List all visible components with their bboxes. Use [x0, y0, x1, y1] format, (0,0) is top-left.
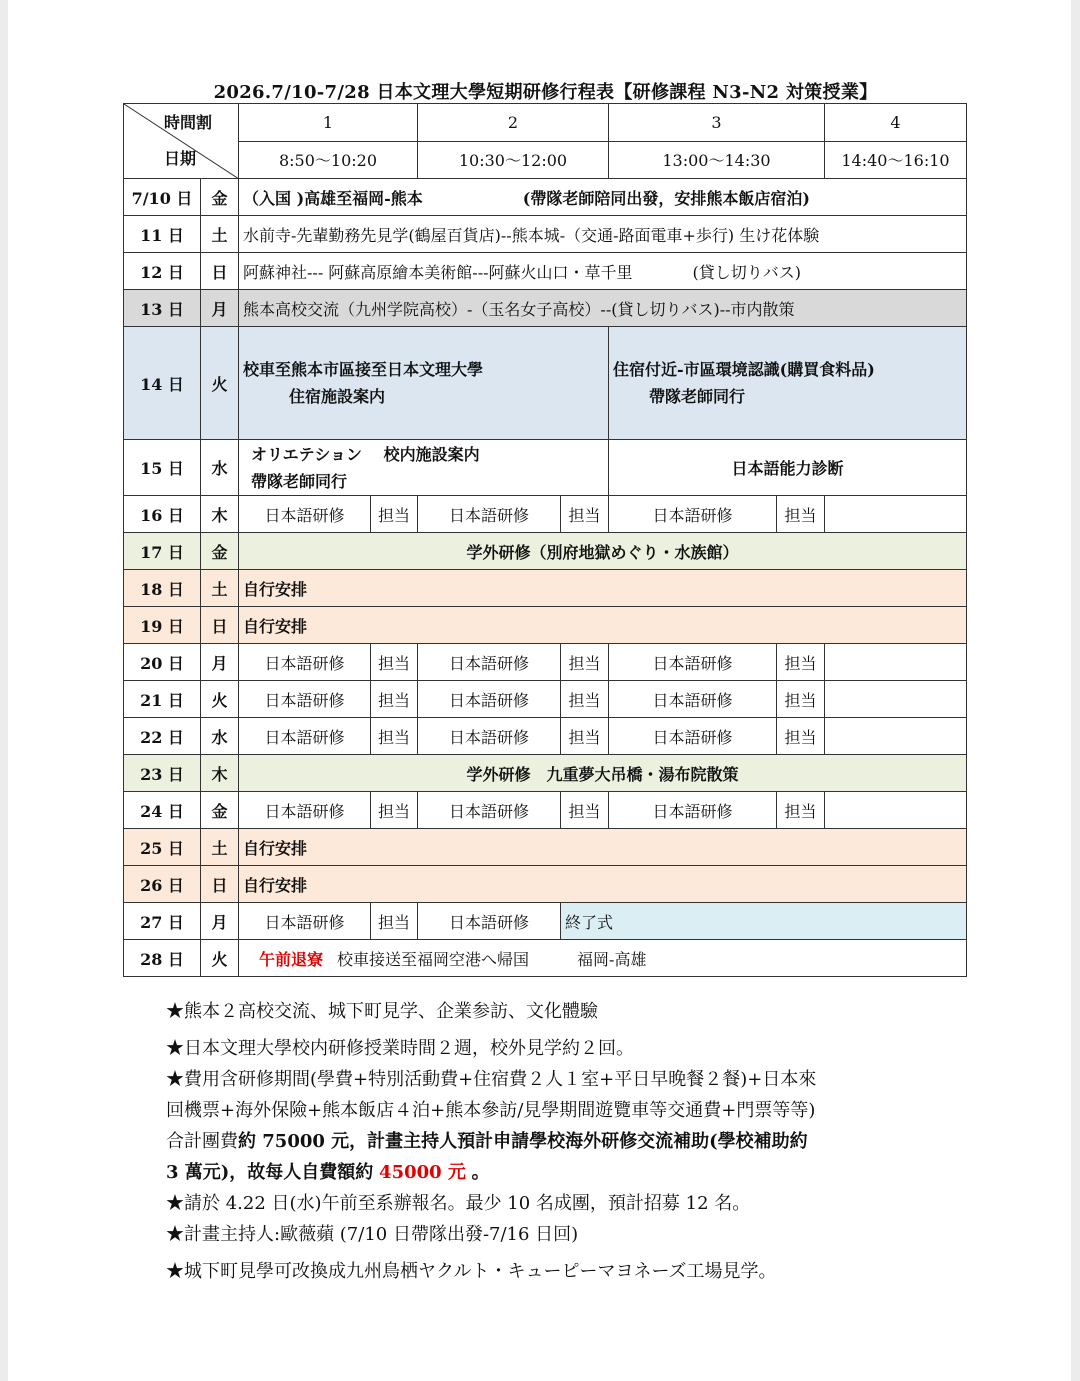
- lesson-cell: 日本語研修: [418, 681, 561, 718]
- activity-cell: 水前寺-先輩勤務先見学(鶴屋百貨店)--熊本城-（交通-路面電車+歩行) 生け花体験: [239, 216, 967, 253]
- table-row: [124, 216, 967, 253]
- period-time: 10:30〜12:00: [418, 141, 609, 179]
- date-cell: 23 日: [124, 755, 201, 792]
- time-label: 時間割: [164, 113, 213, 132]
- date-cell: 26 日: [124, 866, 201, 903]
- note-line: ★計畫主持人:歐薇蘋 (7/10 日帶隊出發-7/16 日回): [166, 1224, 579, 1245]
- table-row: [124, 718, 967, 755]
- page-margin-right: [1071, 0, 1080, 1381]
- day-cell: 月: [201, 290, 239, 327]
- table-row: [124, 533, 967, 570]
- date-cell: 11 日: [124, 216, 201, 253]
- activity-text: 住宿施設案内: [289, 387, 386, 406]
- note-bold: 。: [471, 1162, 490, 1183]
- lesson-cell: 日本語研修: [239, 792, 371, 829]
- activity-cell: [239, 253, 967, 290]
- teacher-cell: 担当: [561, 681, 609, 718]
- date-cell: 20 日: [124, 644, 201, 681]
- teacher-cell: 担当: [561, 496, 609, 533]
- table-row: [124, 253, 967, 290]
- period-time: 14:40〜16:10: [825, 141, 967, 179]
- activity-note: (貸し切りバス): [692, 262, 802, 282]
- page-title: 2026.7/10-7/28 日本文理大學短期研修行程表【研修課程 N3-N2 対策授業】: [213, 82, 878, 103]
- period-number: 4: [825, 104, 967, 142]
- table-row: [124, 327, 967, 440]
- date-cell: 28 日: [124, 940, 201, 977]
- lesson-cell: 日本語研修: [239, 496, 371, 533]
- day-cell: 木: [201, 496, 239, 533]
- activity-cell-right: [609, 327, 967, 440]
- lesson-cell: 日本語研修: [609, 681, 777, 718]
- empty-cell: [825, 644, 967, 681]
- day-cell: 月: [201, 903, 239, 940]
- activity-text: 帶隊老師同行: [649, 387, 746, 406]
- day-cell: 金: [201, 179, 239, 216]
- teacher-cell: 担当: [777, 718, 825, 755]
- period-number: 1: [239, 104, 418, 142]
- teacher-cell: 担当: [777, 792, 825, 829]
- day-cell: 火: [201, 681, 239, 718]
- day-cell: 日: [201, 253, 239, 290]
- empty-cell: [825, 792, 967, 829]
- note-line: [166, 1157, 926, 1188]
- day-cell: 月: [201, 644, 239, 681]
- activity-note: 福岡-高雄: [577, 949, 647, 969]
- day-cell: 火: [201, 940, 239, 977]
- date-cell: 16 日: [124, 496, 201, 533]
- activity-cell: 熊本高校交流（九州学院高校）-（玉名女子高校）--(貸し切りバス)--市内散策: [239, 290, 967, 327]
- activity-cell: [239, 179, 967, 216]
- day-cell: 木: [201, 755, 239, 792]
- empty-cell: [825, 681, 967, 718]
- activity-cell-right: 日本語能力診断: [609, 440, 967, 496]
- notes-section: [166, 996, 926, 1287]
- date-cell: 27 日: [124, 903, 201, 940]
- day-cell: 金: [201, 792, 239, 829]
- lesson-cell: 日本語研修: [239, 644, 371, 681]
- day-cell: 金: [201, 533, 239, 570]
- table-row: [124, 903, 967, 940]
- lesson-cell: 日本語研修: [418, 718, 561, 755]
- activity-cell: [239, 940, 967, 977]
- teacher-cell: 担当: [561, 644, 609, 681]
- header-row-numbers: [124, 104, 967, 142]
- period-number: 3: [609, 104, 825, 142]
- period-time: 8:50〜10:20: [239, 141, 418, 179]
- table-row: [124, 940, 967, 977]
- note-bold: 3 萬元)，故每人自費額約: [166, 1162, 374, 1183]
- date-cell: 7/10 日: [124, 179, 201, 216]
- table-row: [124, 644, 967, 681]
- teacher-cell: 担当: [371, 903, 418, 940]
- activity-text: 阿蘇神社--- 阿蘇高原繪本美術館---阿蘇火山口・草千里: [243, 262, 633, 282]
- date-cell: 13 日: [124, 290, 201, 327]
- date-label: 日期: [164, 149, 197, 168]
- self-pay-amount: 45000 元: [379, 1162, 466, 1183]
- note-line: ★城下町見學可改換成九州鳥栖ヤクルト・キューピーマヨネーズ工場見学。: [166, 1261, 777, 1282]
- date-cell: 24 日: [124, 792, 201, 829]
- teacher-cell: 担当: [561, 718, 609, 755]
- date-cell: 22 日: [124, 718, 201, 755]
- date-cell: 21 日: [124, 681, 201, 718]
- activity-cell-left: [239, 440, 609, 496]
- schedule-table: [123, 103, 967, 977]
- teacher-cell: 担当: [371, 718, 418, 755]
- activity-text: オリエテション 校内施設案内: [251, 444, 480, 464]
- table-row: [124, 829, 967, 866]
- page-margin-left: [0, 0, 8, 1381]
- teacher-cell: 担当: [777, 681, 825, 718]
- activity-cell-left: [239, 327, 609, 440]
- table-row: [124, 607, 967, 644]
- lesson-cell: 日本語研修: [418, 903, 561, 940]
- teacher-cell: 担当: [371, 792, 418, 829]
- lesson-cell: 日本語研修: [609, 792, 777, 829]
- lesson-cell: 日本語研修: [609, 496, 777, 533]
- day-cell: 土: [201, 216, 239, 253]
- lesson-cell: 日本語研修: [418, 644, 561, 681]
- teacher-cell: 担当: [561, 792, 609, 829]
- empty-cell: [825, 718, 967, 755]
- day-cell: 土: [201, 829, 239, 866]
- activity-text: 校車接送至福岡空港へ帰国: [337, 949, 530, 969]
- lesson-cell: 日本語研修: [609, 718, 777, 755]
- day-cell: 火: [201, 327, 239, 440]
- teacher-cell: 担当: [777, 644, 825, 681]
- activity-text: 校車至熊本市區接至日本文理大學: [243, 360, 484, 379]
- activity-cell: 自行安排: [239, 570, 967, 607]
- activity-cell: 自行安排: [239, 607, 967, 644]
- checkout-note: 午前退寮: [259, 949, 324, 969]
- header-row-times: [124, 141, 967, 179]
- note-line: ★日本文理大學校内研修授業時間２週，校外見学約２回。: [166, 1038, 634, 1059]
- activity-cell: 学外研修（別府地獄めぐり・水族館）: [239, 533, 967, 570]
- activity-cell: 自行安排: [239, 866, 967, 903]
- day-cell: 水: [201, 718, 239, 755]
- note-bold: 約 75000 元，計畫主持人預計申請學校海外研修交流補助(學校補助約: [238, 1131, 808, 1152]
- table-row: [124, 290, 967, 327]
- date-cell: 15 日: [124, 440, 201, 496]
- activity-note: (帶隊老師陪同出發，安排熊本飯店宿泊): [522, 188, 810, 208]
- empty-cell: [825, 496, 967, 533]
- closing-ceremony-cell: 終了式: [561, 903, 967, 940]
- lesson-cell: 日本語研修: [418, 496, 561, 533]
- date-cell: 18 日: [124, 570, 201, 607]
- date-cell: 25 日: [124, 829, 201, 866]
- date-cell: 14 日: [124, 327, 201, 440]
- table-row: [124, 681, 967, 718]
- date-cell: 17 日: [124, 533, 201, 570]
- table-row: [124, 792, 967, 829]
- day-cell: 日: [201, 607, 239, 644]
- note-text: 合計團費: [166, 1131, 238, 1152]
- day-cell: 日: [201, 866, 239, 903]
- activity-cell: 自行安排: [239, 829, 967, 866]
- note-line: ★費用含研修期間(學費+特別活動費+住宿費２人１室+平日早晚餐２餐)+日本來: [166, 1069, 817, 1090]
- lesson-cell: 日本語研修: [418, 792, 561, 829]
- table-row: [124, 179, 967, 216]
- note-line: ★請於 4.22 日(水)午前至系辦報名。最少 10 名成團，預計招募 12 名。: [166, 1193, 751, 1214]
- lesson-cell: 日本語研修: [239, 718, 371, 755]
- table-row: [124, 755, 967, 792]
- table-row: [124, 496, 967, 533]
- note-line: 回機票+海外保險+熊本飯店４泊+熊本參訪/見學期間遊覽車等交通費+門票等等): [166, 1100, 816, 1121]
- period-number: 2: [418, 104, 609, 142]
- header-corner: [124, 104, 239, 179]
- teacher-cell: 担当: [371, 496, 418, 533]
- date-cell: 12 日: [124, 253, 201, 290]
- activity-text: （入国 )高雄至福岡-熊本: [243, 188, 423, 208]
- teacher-cell: 担当: [371, 644, 418, 681]
- teacher-cell: 担当: [777, 496, 825, 533]
- activity-cell: 学外研修 九重夢大吊橋・湯布院散策: [239, 755, 967, 792]
- lesson-cell: 日本語研修: [609, 644, 777, 681]
- table-row: [124, 570, 967, 607]
- table-row: [124, 866, 967, 903]
- note-line: ★熊本２高校交流、城下町見学、企業参訪、文化體驗: [166, 1001, 598, 1022]
- date-cell: 19 日: [124, 607, 201, 644]
- day-cell: 土: [201, 570, 239, 607]
- lesson-cell: 日本語研修: [239, 681, 371, 718]
- teacher-cell: 担当: [371, 681, 418, 718]
- activity-text: 帶隊老師同行: [251, 471, 348, 491]
- lesson-cell: 日本語研修: [239, 903, 371, 940]
- day-cell: 水: [201, 440, 239, 496]
- period-time: 13:00〜14:30: [609, 141, 825, 179]
- note-line: [166, 1126, 926, 1157]
- table-row: [124, 440, 967, 496]
- activity-text: 住宿付近-市區環境認識(購買食料品): [613, 360, 875, 379]
